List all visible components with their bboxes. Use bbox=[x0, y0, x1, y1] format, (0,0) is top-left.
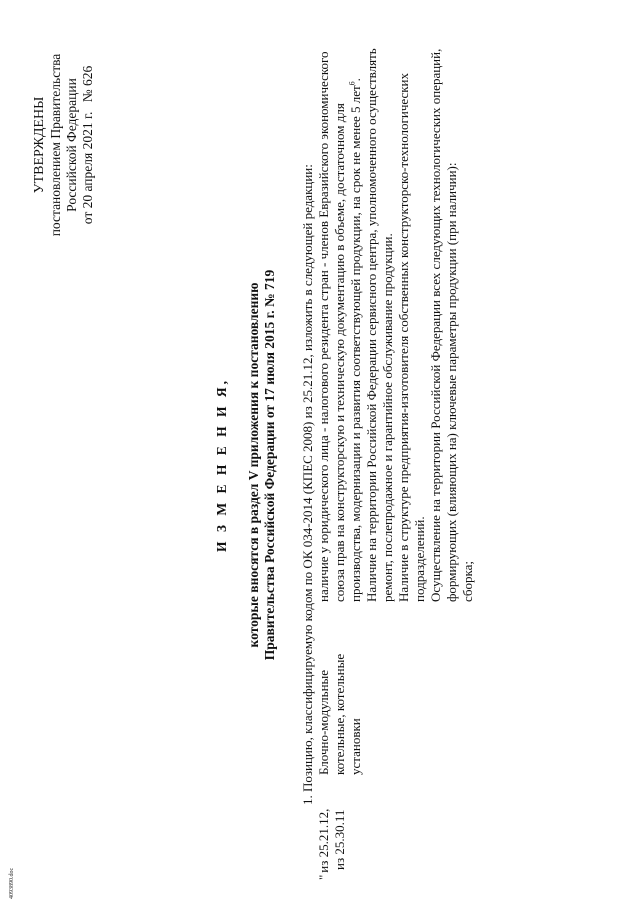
title-line-1: которые вносятся в раздел V приложения к постановлению bbox=[246, 282, 261, 648]
approval-number: № 626 bbox=[80, 65, 95, 103]
approval-line-2: Российской Федерации bbox=[64, 78, 79, 212]
footnote-ref: 6 bbox=[347, 81, 357, 86]
title-changes: И З М Е Н Е Н И Я, bbox=[214, 378, 229, 553]
code-line-1: из 25.21.12, bbox=[316, 808, 331, 873]
title-line-2: Правительства Российской Федерации от 17 июля 2015 г. № 719 bbox=[262, 269, 277, 661]
opening-quote: " bbox=[316, 874, 331, 880]
document-title bbox=[214, 145, 278, 785]
approval-date-line bbox=[80, 25, 96, 265]
approval-line-1: постановлением Правительства bbox=[48, 53, 63, 237]
approval-title: УТВЕРЖДЕНЫ bbox=[32, 96, 47, 194]
requirement-1-text: наличие у юридического лица - налогового резидента стран - членов Евразийского экономического союза прав на конструкторскую и техническую документацию в объеме, достаточном для производства, модернизации и развития соответствующей продукции, на срок не менее 5 лет bbox=[316, 51, 363, 602]
requirement-2: Наличие на территории Российской Федерации сервисного центра, уполномоченного осуществлять ремонт, послепродажное и гарантийное обслуживание продукции. bbox=[364, 48, 395, 602]
intro-paragraph: 1. Позицию, классифицируемую кодом по ОК 034-2014 (КПЕС 2008) из 25.21.12, изложить в следующей редакции: bbox=[300, 164, 315, 805]
code-line-2: из 25.30.11 bbox=[332, 809, 347, 870]
requirement-5: сборка; bbox=[460, 560, 475, 602]
requirement-3: Наличие в структуре предприятия-изготовителя собственных конструкторско-технологических подразделений. bbox=[396, 73, 427, 602]
approval-date: от 20 апреля 2021 г. bbox=[80, 111, 95, 225]
requirement-1 bbox=[316, 42, 364, 602]
product-name-cell: Блочно-модульные котельные, котельные установки bbox=[316, 653, 363, 775]
approval-stamp bbox=[32, 25, 96, 265]
code-cell bbox=[316, 780, 348, 880]
requirements-cell bbox=[316, 42, 476, 602]
requirement-1-end: . bbox=[348, 78, 363, 82]
requirement-4: Осуществление на территории Российской Федерации всех следующих технологических операций, формирующих (влияющих на) ключевые параметры продукции (при наличии): bbox=[428, 48, 459, 602]
document-id: 4093890.doc bbox=[9, 867, 15, 899]
